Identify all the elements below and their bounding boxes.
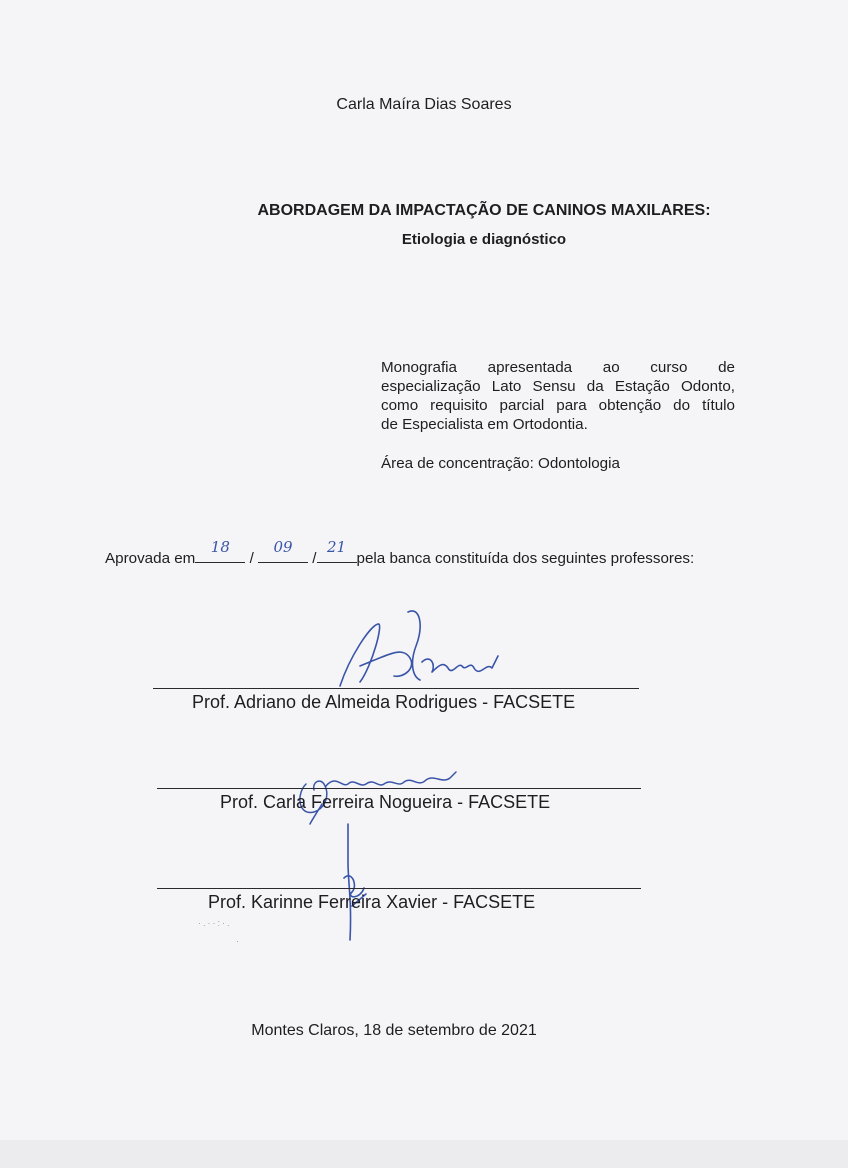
- committee-member-1: Prof. Adriano de Almeida Rodrigues - FACSETE: [192, 692, 576, 712]
- signature-3-scribble: [330, 822, 390, 947]
- approval-prefix: Aprovada em: [105, 550, 196, 567]
- approval-year-field: [317, 538, 357, 563]
- document-title: ABORDAGEM DA IMPACTAÇÃO DE CANINOS MAXILARES:: [257, 202, 711, 219]
- approval-day-field: [195, 538, 245, 563]
- approval-suffix: pela banca constituída dos seguintes professores:: [356, 550, 695, 567]
- description-line: especialização Lato Sensu da Estação Odonto,: [381, 378, 735, 395]
- approval-year: 21: [326, 538, 347, 556]
- place-and-date: Montes Claros, 18 de setembro de 2021: [251, 1022, 537, 1039]
- signature-line-3: [157, 888, 641, 889]
- author-name: Carla Maíra Dias Soares: [336, 96, 512, 113]
- description-line: Monografia apresentada ao curso de: [381, 359, 735, 376]
- scan-speck: ·.··:·.: [198, 918, 232, 928]
- date-separator: /: [312, 550, 317, 567]
- signature-line-2: [157, 788, 641, 789]
- signature-line-1: [153, 688, 639, 689]
- scan-bottom-edge: [0, 1140, 848, 1168]
- approval-month-field: [258, 538, 308, 563]
- committee-member-3: Prof. Karinne Ferreira Xavier - FACSETE: [208, 892, 536, 912]
- concentration-area: Área de concentração: Odontologia: [381, 455, 620, 472]
- scan-speck: ·: [236, 936, 241, 946]
- committee-member-2: Prof. Carla Ferreira Nogueira - FACSETE: [220, 792, 551, 812]
- description-line: como requisito parcial para obtenção do título: [381, 397, 735, 414]
- description-line: de Especialista em Ortodontia.: [381, 416, 588, 433]
- approval-statement: [105, 538, 695, 567]
- monograph-description: [381, 358, 735, 434]
- document-subtitle: Etiologia e diagnóstico: [401, 231, 567, 248]
- signature-1-scribble: [320, 606, 520, 696]
- approval-day: 18: [210, 538, 230, 556]
- approval-month: 09: [273, 538, 293, 556]
- date-separator: /: [249, 550, 254, 567]
